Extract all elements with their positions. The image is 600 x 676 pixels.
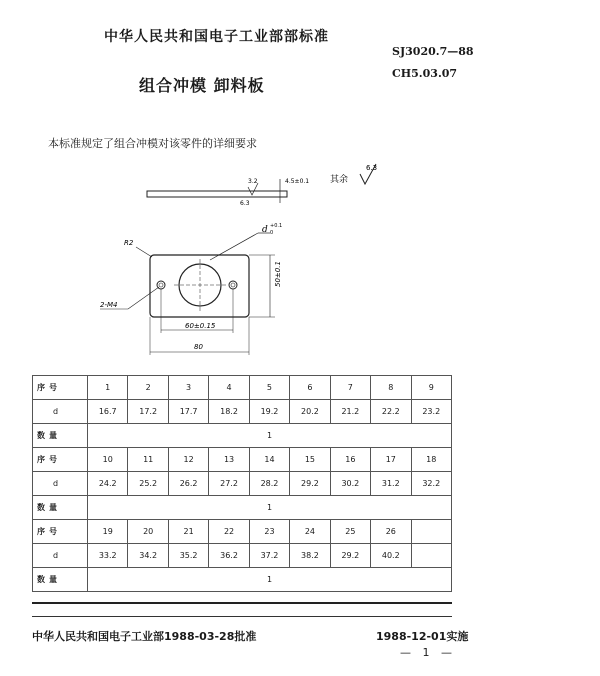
roughness-note: 其余: [330, 175, 349, 185]
cell-d: 29.2: [290, 472, 330, 496]
spec-table: [32, 375, 452, 592]
thread-spec: 2-M4: [100, 301, 118, 309]
cell-no: 10: [88, 448, 128, 472]
cell-no: 26: [371, 520, 411, 544]
height-dim: 50±0.1: [274, 261, 282, 287]
effective-text: 1988-12-01实施: [376, 630, 469, 643]
cell-no: 16: [330, 448, 370, 472]
cell-d: 26.2: [168, 472, 208, 496]
document-title: 组合冲模 卸料板: [139, 76, 265, 95]
cell-no: 4: [209, 376, 249, 400]
cell-d: 19.2: [249, 400, 289, 424]
roughness-symbol: [330, 160, 390, 190]
cell-d: 31.2: [371, 472, 411, 496]
standard-code-sj: SJ3020.7—88: [392, 45, 474, 58]
cell-no: [411, 520, 452, 544]
cell-d: 38.2: [290, 544, 330, 568]
cell-d: 23.2: [411, 400, 452, 424]
footer-rule: [32, 616, 452, 617]
row-label-qty: 数量: [33, 568, 88, 592]
row-label-no: 序号: [33, 520, 88, 544]
width-dim: 80: [194, 343, 203, 351]
cell-d: 30.2: [330, 472, 370, 496]
intro-text: 本标准规定了组合冲模对该零件的详细要求: [48, 137, 257, 150]
cell-qty: 1: [88, 424, 452, 448]
roughness-value: 6.3: [366, 164, 378, 172]
cell-d: 34.2: [128, 544, 168, 568]
cell-no: 3: [168, 376, 208, 400]
row-label-no: 序号: [33, 376, 88, 400]
cell-d: 32.2: [411, 472, 452, 496]
cell-d: 33.2: [88, 544, 128, 568]
part-drawing: [90, 175, 310, 365]
footer-rule-top: [32, 602, 452, 604]
row-label-d: d: [33, 544, 88, 568]
row-label-qty: 数量: [33, 496, 88, 520]
cell-d: 36.2: [209, 544, 249, 568]
cell-no: 23: [249, 520, 289, 544]
cell-d: 35.2: [168, 544, 208, 568]
row-label-d: d: [33, 400, 88, 424]
cell-no: 11: [128, 448, 168, 472]
table-row: [33, 544, 452, 568]
cell-d: 16.7: [88, 400, 128, 424]
dia-label: d: [262, 225, 268, 235]
cell-d: 40.2: [371, 544, 411, 568]
cell-d: 20.2: [290, 400, 330, 424]
cell-d: 37.2: [249, 544, 289, 568]
roughness-top: 3.2: [248, 178, 258, 185]
org-standard-title: 中华人民共和国电子工业部部标准: [104, 29, 329, 45]
standard-code-ch: CH5.03.07: [392, 67, 458, 80]
cell-no: 2: [128, 376, 168, 400]
cell-qty: 1: [88, 496, 452, 520]
cell-no: 20: [128, 520, 168, 544]
cell-no: 15: [290, 448, 330, 472]
row-label-qty: 数量: [33, 424, 88, 448]
cell-d: 17.7: [168, 400, 208, 424]
cell-d: 18.2: [209, 400, 249, 424]
dia-tol: +0.1: [270, 223, 283, 229]
page-number: — 1 —: [400, 646, 456, 659]
cell-no: 25: [330, 520, 370, 544]
cell-d: 29.2: [330, 544, 370, 568]
table-row: [33, 568, 452, 592]
cell-no: 1: [88, 376, 128, 400]
cell-d: 22.2: [371, 400, 411, 424]
table-row: [33, 472, 452, 496]
hole-spacing-dim: 60±0.15: [185, 322, 216, 330]
table-row: [33, 520, 452, 544]
row-label-d: d: [33, 472, 88, 496]
cell-d: 17.2: [128, 400, 168, 424]
cell-qty: 1: [88, 568, 452, 592]
table-row: [33, 376, 452, 400]
cell-no: 6: [290, 376, 330, 400]
cell-no: 9: [411, 376, 452, 400]
table-row: [33, 496, 452, 520]
table-row: [33, 448, 452, 472]
cell-no: 8: [371, 376, 411, 400]
table-row: [33, 400, 452, 424]
roughness-side: 6.3: [240, 200, 250, 207]
cell-no: 17: [371, 448, 411, 472]
cell-d: 27.2: [209, 472, 249, 496]
cell-no: 18: [411, 448, 452, 472]
cell-d: 25.2: [128, 472, 168, 496]
cell-d: 21.2: [330, 400, 370, 424]
cell-no: 12: [168, 448, 208, 472]
cell-no: 24: [290, 520, 330, 544]
cell-d: [411, 544, 452, 568]
cell-no: 14: [249, 448, 289, 472]
cell-no: 13: [209, 448, 249, 472]
table-row: [33, 424, 452, 448]
approval-text: 中华人民共和国电子工业部1988-03-28批准: [32, 630, 257, 643]
cell-no: 5: [249, 376, 289, 400]
dia-tol-low: 0: [270, 230, 274, 236]
cell-no: 22: [209, 520, 249, 544]
dim-thickness: 4.5±0.1: [285, 178, 310, 185]
cell-no: 21: [168, 520, 208, 544]
cell-d: 24.2: [88, 472, 128, 496]
cell-no: 7: [330, 376, 370, 400]
cell-no: 19: [88, 520, 128, 544]
cell-d: 28.2: [249, 472, 289, 496]
row-label-no: 序号: [33, 448, 88, 472]
corner-radius: R2: [124, 239, 134, 247]
